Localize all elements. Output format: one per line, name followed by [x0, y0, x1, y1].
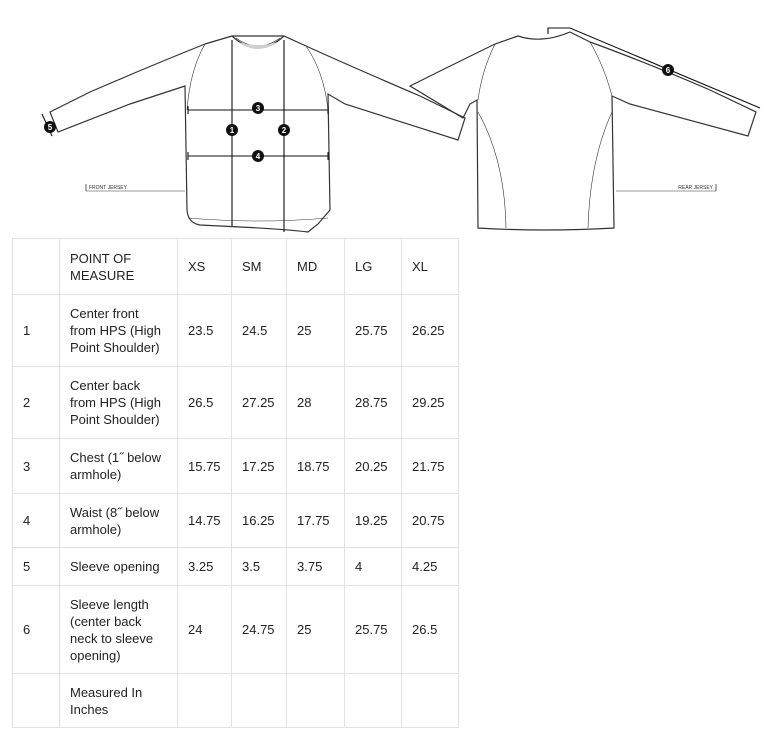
- marker-5: [44, 121, 56, 133]
- row-label: Sleeve opening: [60, 548, 178, 586]
- table-row: [13, 548, 459, 586]
- table-row: [13, 494, 459, 548]
- footer-empty-cell: [402, 674, 459, 728]
- header-size: XL: [402, 239, 459, 295]
- svg-text:4: 4: [255, 152, 261, 161]
- row-value: 24.5: [232, 295, 287, 367]
- row-label: Center front from HPS (High Point Shoulder): [60, 295, 178, 367]
- footer-empty-cell: [178, 674, 232, 728]
- row-index: 2: [13, 367, 60, 439]
- row-value: 17.75: [287, 494, 345, 548]
- row-value: 3.5: [232, 548, 287, 586]
- header-point-of-measure: POINT OF MEASURE: [60, 239, 178, 295]
- row-value: 14.75: [178, 494, 232, 548]
- table-row: [13, 439, 459, 494]
- footer-empty-cell: [287, 674, 345, 728]
- header-size: LG: [345, 239, 402, 295]
- row-value: 16.25: [232, 494, 287, 548]
- svg-text:2: 2: [281, 126, 287, 135]
- row-value: 28: [287, 367, 345, 439]
- header-size: SM: [232, 239, 287, 295]
- size-chart-table: [12, 238, 459, 728]
- row-value: 20.75: [402, 494, 459, 548]
- svg-text:5: 5: [47, 123, 53, 132]
- row-index: 1: [13, 295, 60, 367]
- row-value: 20.25: [345, 439, 402, 494]
- front-jersey-outline: [47, 36, 465, 232]
- row-value: 17.25: [232, 439, 287, 494]
- table-footer-row: [13, 674, 459, 728]
- header-size: MD: [287, 239, 345, 295]
- table-row: [13, 295, 459, 367]
- svg-text:3: 3: [255, 104, 261, 113]
- marker-4: [252, 150, 264, 162]
- header-size: XS: [178, 239, 232, 295]
- row-value: 23.5: [178, 295, 232, 367]
- table-row: [13, 586, 459, 674]
- footer-empty-cell: [232, 674, 287, 728]
- row-value: 25: [287, 295, 345, 367]
- row-value: 3.75: [287, 548, 345, 586]
- front-label-group: [86, 184, 185, 191]
- row-value: 15.75: [178, 439, 232, 494]
- row-index: 6: [13, 586, 60, 674]
- marker-6: [662, 64, 674, 76]
- row-value: 4: [345, 548, 402, 586]
- row-index: 3: [13, 439, 60, 494]
- row-value: 27.25: [232, 367, 287, 439]
- row-value: 28.75: [345, 367, 402, 439]
- units-note: Measured In Inches: [60, 674, 178, 728]
- marker-2: [278, 124, 290, 136]
- row-value: 4.25: [402, 548, 459, 586]
- rear-label-group: [616, 184, 716, 191]
- svg-text:6: 6: [665, 66, 671, 75]
- marker-3: [252, 102, 264, 114]
- row-value: 21.75: [402, 439, 459, 494]
- row-value: 25: [287, 586, 345, 674]
- svg-text:1: 1: [229, 126, 235, 135]
- row-value: 18.75: [287, 439, 345, 494]
- row-index: 4: [13, 494, 60, 548]
- rear-jersey-label: REAR JERSEY: [678, 185, 713, 191]
- table-header-row: [13, 239, 459, 295]
- row-value: 3.25: [178, 548, 232, 586]
- jersey-measurement-diagram: [0, 0, 771, 238]
- row-value: 26.25: [402, 295, 459, 367]
- row-value: 24: [178, 586, 232, 674]
- row-value: 19.25: [345, 494, 402, 548]
- row-label: Center back from HPS (High Point Shoulder): [60, 367, 178, 439]
- row-label: Waist (8˝ below armhole): [60, 494, 178, 548]
- table-row: [13, 367, 459, 439]
- row-value: 29.25: [402, 367, 459, 439]
- rear-measure-lines: [548, 28, 760, 108]
- header-index-cell: [13, 239, 60, 295]
- footer-empty-cell: [13, 674, 60, 728]
- row-value: 26.5: [402, 586, 459, 674]
- row-label: Sleeve length (center back neck to sleeve opening): [60, 586, 178, 674]
- front-jersey-label: FRONT JERSEY: [89, 185, 127, 191]
- row-index: 5: [13, 548, 60, 586]
- front-measure-lines: [42, 40, 328, 232]
- row-value: 25.75: [345, 586, 402, 674]
- row-value: 24.75: [232, 586, 287, 674]
- row-label: Chest (1˝ below armhole): [60, 439, 178, 494]
- footer-empty-cell: [345, 674, 402, 728]
- rear-jersey-outline: [410, 32, 756, 230]
- row-value: 26.5: [178, 367, 232, 439]
- marker-1: [226, 124, 238, 136]
- row-value: 25.75: [345, 295, 402, 367]
